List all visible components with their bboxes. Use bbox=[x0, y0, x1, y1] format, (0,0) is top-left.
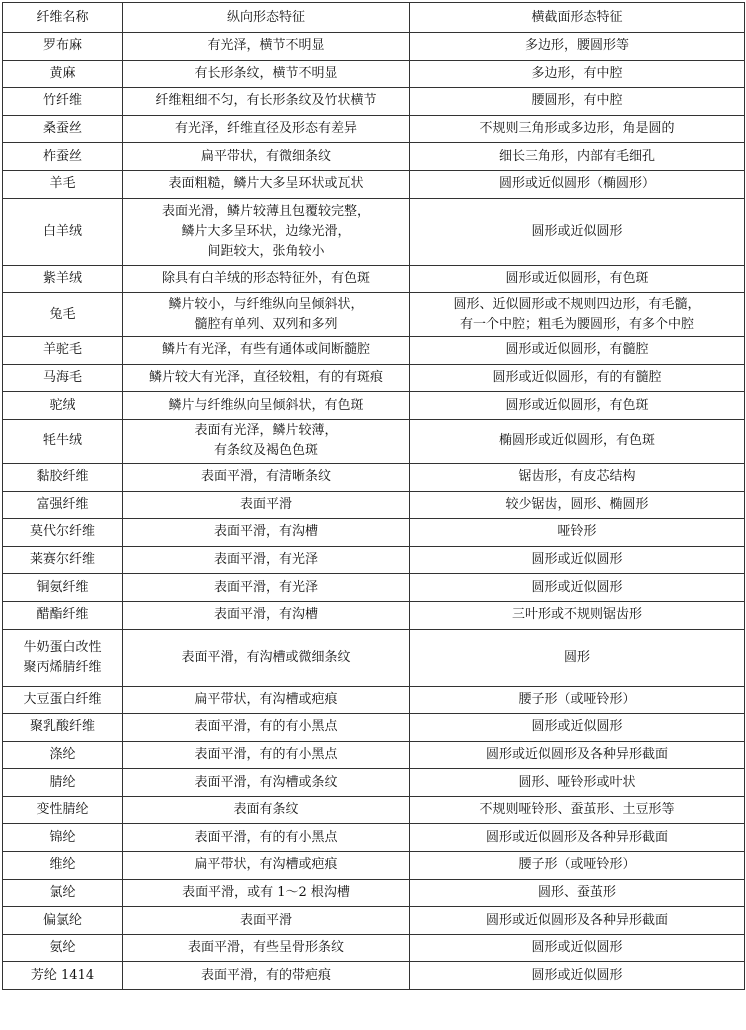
table-row bbox=[3, 546, 745, 574]
cross-section-feature-text: 圆形、近似圆形或不规则四边形，有毛髓， 有一个中腔；粗毛为腰圆形，有多个中腔 bbox=[453, 296, 701, 332]
table-row bbox=[3, 198, 745, 265]
fiber-name-cell bbox=[3, 574, 123, 602]
cross-section-feature-cell bbox=[410, 546, 745, 574]
longitudinal-feature-text: 扁平带状，有沟槽或疤痕 bbox=[194, 691, 338, 707]
cross-section-feature-cell bbox=[410, 852, 745, 880]
cross-section-feature-cell bbox=[410, 463, 745, 491]
longitudinal-feature-cell bbox=[123, 769, 410, 797]
longitudinal-feature-text: 表面平滑，有的有小黑点 bbox=[194, 719, 338, 735]
longitudinal-feature-text: 表面平滑，有的有小黑点 bbox=[194, 829, 338, 845]
fiber-name-cell bbox=[3, 962, 123, 990]
cross-section-feature-cell bbox=[410, 88, 745, 116]
longitudinal-feature-cell bbox=[123, 392, 410, 420]
fiber-name-cell bbox=[3, 293, 123, 337]
cross-section-feature-cell bbox=[410, 879, 745, 907]
cross-section-feature-text: 圆形或近似圆形，有髓腔 bbox=[505, 342, 649, 358]
longitudinal-feature-cell bbox=[123, 629, 410, 686]
longitudinal-feature-text: 表面有光泽，鳞片较薄， 有条纹及褐色色斑 bbox=[194, 423, 338, 459]
fiber-name-cell bbox=[3, 824, 123, 852]
fiber-name-text: 变性腈纶 bbox=[36, 802, 89, 818]
fiber-name-cell bbox=[3, 198, 123, 265]
cross-section-feature-cell bbox=[410, 115, 745, 143]
table-row bbox=[3, 574, 745, 602]
longitudinal-feature-cell bbox=[123, 337, 410, 365]
fiber-name-text: 竹纤维 bbox=[42, 93, 82, 109]
longitudinal-feature-text: 表面平滑，有光泽 bbox=[213, 552, 318, 568]
cross-section-feature-text: 多边形，腰圆形等 bbox=[524, 38, 629, 54]
fiber-name-cell bbox=[3, 769, 123, 797]
table-row bbox=[3, 741, 745, 769]
fiber-name-text: 羊毛 bbox=[49, 176, 76, 192]
fiber-name-cell bbox=[3, 88, 123, 116]
longitudinal-feature-cell bbox=[123, 824, 410, 852]
cross-section-feature-text: 圆形 bbox=[563, 649, 590, 665]
cross-section-feature-text: 较少锯齿，圆形、椭圆形 bbox=[505, 496, 649, 512]
cross-section-feature-text: 圆形或近似圆形 bbox=[531, 223, 623, 239]
table-row bbox=[3, 796, 745, 824]
header-cross-section: 横截面形态特征 bbox=[410, 3, 745, 33]
fiber-name-text: 桑蚕丝 bbox=[42, 121, 82, 137]
cross-section-feature-cell bbox=[410, 491, 745, 519]
table-row bbox=[3, 33, 745, 61]
longitudinal-feature-text: 扁平带状，有微细条纹 bbox=[200, 148, 331, 164]
cross-section-feature-text: 圆形或近似圆形（椭圆形） bbox=[498, 176, 655, 192]
cross-section-feature-cell bbox=[410, 364, 745, 392]
longitudinal-feature-text: 有光泽，横节不明显 bbox=[207, 38, 325, 54]
longitudinal-feature-cell bbox=[123, 198, 410, 265]
table-row bbox=[3, 907, 745, 935]
longitudinal-feature-cell bbox=[123, 519, 410, 547]
table-row bbox=[3, 519, 745, 547]
fiber-name-text: 大豆蛋白纤维 bbox=[23, 691, 102, 707]
cross-section-feature-cell bbox=[410, 419, 745, 463]
longitudinal-feature-cell bbox=[123, 265, 410, 293]
table-row bbox=[3, 879, 745, 907]
cross-section-feature-text: 锯齿形，有皮芯结构 bbox=[518, 469, 636, 485]
cross-section-feature-text: 细长三角形，内部有毛细孔 bbox=[498, 148, 655, 164]
longitudinal-feature-text: 表面粗糙，鳞片大多呈环状或瓦状 bbox=[168, 176, 364, 192]
fiber-name-text: 驼绒 bbox=[49, 397, 76, 413]
cross-section-feature-text: 圆形或近似圆形 bbox=[531, 967, 623, 983]
fiber-name-cell bbox=[3, 519, 123, 547]
table-row bbox=[3, 364, 745, 392]
cross-section-feature-text: 不规则三角形或多边形，角是圆的 bbox=[479, 121, 675, 137]
cross-section-feature-text: 圆形、哑铃形或叶状 bbox=[518, 774, 636, 790]
longitudinal-feature-cell bbox=[123, 170, 410, 198]
fiber-name-cell bbox=[3, 714, 123, 742]
fiber-name-cell bbox=[3, 60, 123, 88]
cross-section-feature-text: 圆形或近似圆形，有色斑 bbox=[505, 397, 649, 413]
longitudinal-feature-text: 鳞片较大有光泽，直径较粗，有的有斑痕 bbox=[148, 370, 383, 386]
cross-section-feature-cell bbox=[410, 741, 745, 769]
fiber-name-text: 羊驼毛 bbox=[42, 342, 82, 358]
cross-section-feature-text: 圆形、蚕茧形 bbox=[537, 884, 616, 900]
cross-section-feature-text: 腰子形（或哑铃形） bbox=[518, 691, 636, 707]
table-row bbox=[3, 60, 745, 88]
fiber-name-cell bbox=[3, 143, 123, 171]
longitudinal-feature-cell bbox=[123, 463, 410, 491]
longitudinal-feature-text: 纤维粗细不匀，有长形条纹及竹状横节 bbox=[155, 93, 377, 109]
cross-section-feature-cell bbox=[410, 574, 745, 602]
table-row bbox=[3, 714, 745, 742]
fiber-name-cell bbox=[3, 265, 123, 293]
fiber-name-cell bbox=[3, 33, 123, 61]
longitudinal-feature-text: 表面平滑，有沟槽或条纹 bbox=[194, 774, 338, 790]
table-row bbox=[3, 601, 745, 629]
fiber-morphology-table bbox=[2, 2, 745, 990]
cross-section-feature-cell bbox=[410, 796, 745, 824]
cross-section-feature-cell bbox=[410, 337, 745, 365]
longitudinal-feature-cell bbox=[123, 962, 410, 990]
cross-section-feature-cell bbox=[410, 170, 745, 198]
cross-section-feature-cell bbox=[410, 198, 745, 265]
fiber-name-text: 芳纶 1414 bbox=[30, 967, 95, 983]
longitudinal-feature-cell bbox=[123, 60, 410, 88]
longitudinal-feature-text: 表面平滑，有清晰条纹 bbox=[200, 469, 331, 485]
cross-section-feature-text: 圆形或近似圆形，有的有髓腔 bbox=[492, 370, 662, 386]
fiber-name-text: 富强纤维 bbox=[36, 496, 89, 512]
fiber-name-cell bbox=[3, 115, 123, 143]
fiber-name-text: 牛奶蛋白改性 聚丙烯腈纤维 bbox=[23, 639, 102, 675]
longitudinal-feature-cell bbox=[123, 364, 410, 392]
fiber-name-text: 涤纶 bbox=[49, 746, 76, 762]
cross-section-feature-cell bbox=[410, 60, 745, 88]
fiber-name-text: 氯纶 bbox=[49, 884, 76, 900]
cross-section-feature-cell bbox=[410, 907, 745, 935]
fiber-name-cell bbox=[3, 364, 123, 392]
longitudinal-feature-text: 扁平带状，有沟槽或疤痕 bbox=[194, 857, 338, 873]
table-row bbox=[3, 143, 745, 171]
longitudinal-feature-cell bbox=[123, 115, 410, 143]
longitudinal-feature-text: 表面平滑，有的带疤痕 bbox=[200, 967, 331, 983]
cross-section-feature-text: 圆形或近似圆形 bbox=[531, 719, 623, 735]
fiber-name-cell bbox=[3, 852, 123, 880]
table-row bbox=[3, 392, 745, 420]
fiber-name-cell bbox=[3, 491, 123, 519]
longitudinal-feature-text: 表面平滑 bbox=[239, 496, 292, 512]
fiber-name-text: 维纶 bbox=[49, 857, 76, 873]
longitudinal-feature-cell bbox=[123, 419, 410, 463]
cross-section-feature-cell bbox=[410, 824, 745, 852]
fiber-name-cell bbox=[3, 741, 123, 769]
longitudinal-feature-text: 鳞片有光泽，有些有通体或间断髓腔 bbox=[161, 342, 370, 358]
header-row bbox=[3, 3, 745, 33]
fiber-name-text: 黄麻 bbox=[49, 65, 76, 81]
fiber-name-text: 莱赛尔纤维 bbox=[29, 552, 95, 568]
longitudinal-feature-text: 表面平滑，或有 1～2 根沟槽 bbox=[182, 884, 350, 900]
longitudinal-feature-text: 表面平滑，有沟槽 bbox=[213, 524, 318, 540]
fiber-name-cell bbox=[3, 463, 123, 491]
fiber-name-cell bbox=[3, 392, 123, 420]
longitudinal-feature-cell bbox=[123, 574, 410, 602]
header-fiber-name: 纤维名称 bbox=[3, 3, 123, 33]
fiber-name-text: 莫代尔纤维 bbox=[29, 524, 95, 540]
cross-section-feature-text: 圆形或近似圆形 bbox=[531, 940, 623, 956]
cross-section-feature-text: 多边形，有中腔 bbox=[531, 65, 623, 81]
table-row bbox=[3, 629, 745, 686]
cross-section-feature-cell bbox=[410, 769, 745, 797]
fiber-name-text: 偏氯纶 bbox=[42, 912, 82, 928]
longitudinal-feature-text: 表面平滑，有沟槽或微细条纹 bbox=[181, 649, 351, 665]
fiber-name-cell bbox=[3, 170, 123, 198]
table-row bbox=[3, 769, 745, 797]
fiber-name-cell bbox=[3, 601, 123, 629]
longitudinal-feature-text: 表面平滑 bbox=[239, 912, 292, 928]
fiber-name-text: 醋酯纤维 bbox=[36, 607, 89, 623]
cross-section-feature-cell bbox=[410, 629, 745, 686]
cross-section-feature-cell bbox=[410, 686, 745, 714]
fiber-name-text: 兔毛 bbox=[49, 306, 76, 322]
cross-section-feature-text: 三叶形或不规则锯齿形 bbox=[511, 607, 642, 623]
fiber-name-text: 锦纶 bbox=[49, 829, 76, 845]
cross-section-feature-text: 腰子形（或哑铃形） bbox=[518, 857, 636, 873]
fiber-name-cell bbox=[3, 796, 123, 824]
cross-section-feature-cell bbox=[410, 33, 745, 61]
cross-section-feature-cell bbox=[410, 934, 745, 962]
fiber-name-cell bbox=[3, 546, 123, 574]
header-longitudinal: 纵向形态特征 bbox=[123, 3, 410, 33]
table-row bbox=[3, 686, 745, 714]
longitudinal-feature-text: 表面平滑，有些呈骨形条纹 bbox=[187, 940, 344, 956]
table-row bbox=[3, 852, 745, 880]
fiber-name-text: 柞蚕丝 bbox=[42, 148, 82, 164]
fiber-name-cell bbox=[3, 907, 123, 935]
fiber-name-text: 白羊绒 bbox=[42, 223, 82, 239]
fiber-name-text: 罗布麻 bbox=[42, 38, 82, 54]
fiber-name-cell bbox=[3, 686, 123, 714]
longitudinal-feature-text: 表面平滑，有的有小黑点 bbox=[194, 746, 338, 762]
longitudinal-feature-cell bbox=[123, 741, 410, 769]
longitudinal-feature-cell bbox=[123, 714, 410, 742]
fiber-name-text: 聚乳酸纤维 bbox=[29, 719, 95, 735]
cross-section-feature-cell bbox=[410, 265, 745, 293]
longitudinal-feature-cell bbox=[123, 686, 410, 714]
cross-section-feature-cell bbox=[410, 519, 745, 547]
longitudinal-feature-text: 表面平滑，有光泽 bbox=[213, 579, 318, 595]
cross-section-feature-text: 圆形或近似圆形，有色斑 bbox=[505, 270, 649, 286]
longitudinal-feature-text: 表面有条纹 bbox=[233, 802, 299, 818]
cross-section-feature-cell bbox=[410, 962, 745, 990]
table-row bbox=[3, 293, 745, 337]
cross-section-feature-cell bbox=[410, 392, 745, 420]
cross-section-feature-text: 椭圆形或近似圆形，有色斑 bbox=[498, 433, 655, 449]
longitudinal-feature-cell bbox=[123, 879, 410, 907]
cross-section-feature-text: 圆形或近似圆形及各种异形截面 bbox=[485, 829, 668, 845]
fiber-name-cell bbox=[3, 337, 123, 365]
fiber-name-text: 马海毛 bbox=[42, 370, 82, 386]
cross-section-feature-text: 腰圆形，有中腔 bbox=[531, 93, 623, 109]
cross-section-feature-text: 圆形或近似圆形及各种异形截面 bbox=[485, 746, 668, 762]
fiber-name-text: 腈纶 bbox=[49, 774, 76, 790]
table-row bbox=[3, 265, 745, 293]
longitudinal-feature-text: 表面光滑，鳞片较薄且包覆较完整， 鳞片大多呈环状，边缘光滑， 间距较大，张角较小 bbox=[161, 203, 370, 259]
longitudinal-feature-text: 除具有白羊绒的形态特征外，有色斑 bbox=[161, 270, 370, 286]
fiber-name-cell bbox=[3, 879, 123, 907]
table-row bbox=[3, 115, 745, 143]
table-row bbox=[3, 934, 745, 962]
cross-section-feature-text: 不规则哑铃形、蚕茧形、土豆形等 bbox=[479, 802, 675, 818]
table-row bbox=[3, 962, 745, 990]
cross-section-feature-text: 圆形或近似圆形及各种异形截面 bbox=[485, 912, 668, 928]
fiber-name-cell bbox=[3, 419, 123, 463]
longitudinal-feature-text: 鳞片与纤维纵向呈倾斜状，有色斑 bbox=[168, 397, 364, 413]
fiber-name-text: 黏胶纤维 bbox=[36, 469, 89, 485]
fiber-name-text: 紫羊绒 bbox=[42, 270, 82, 286]
longitudinal-feature-cell bbox=[123, 796, 410, 824]
longitudinal-feature-cell bbox=[123, 33, 410, 61]
longitudinal-feature-cell bbox=[123, 143, 410, 171]
longitudinal-feature-cell bbox=[123, 88, 410, 116]
fiber-name-text: 铜氨纤维 bbox=[36, 579, 89, 595]
longitudinal-feature-text: 鳞片较小，与纤维纵向呈倾斜状， 髓腔有单列、双列和多列 bbox=[168, 296, 364, 332]
longitudinal-feature-cell bbox=[123, 546, 410, 574]
longitudinal-feature-cell bbox=[123, 852, 410, 880]
cross-section-feature-cell bbox=[410, 143, 745, 171]
table-row bbox=[3, 463, 745, 491]
longitudinal-feature-cell bbox=[123, 491, 410, 519]
cross-section-feature-text: 圆形或近似圆形 bbox=[531, 579, 623, 595]
longitudinal-feature-text: 表面平滑，有沟槽 bbox=[213, 607, 318, 623]
fiber-name-cell bbox=[3, 934, 123, 962]
table-row bbox=[3, 824, 745, 852]
longitudinal-feature-cell bbox=[123, 907, 410, 935]
table-row bbox=[3, 337, 745, 365]
cross-section-feature-text: 圆形或近似圆形 bbox=[531, 552, 623, 568]
fiber-name-text: 氨纶 bbox=[49, 940, 76, 956]
cross-section-feature-cell bbox=[410, 293, 745, 337]
table-row bbox=[3, 88, 745, 116]
longitudinal-feature-text: 有长形条纹，横节不明显 bbox=[194, 65, 338, 81]
fiber-name-text: 牦牛绒 bbox=[42, 433, 82, 449]
table-row bbox=[3, 491, 745, 519]
cross-section-feature-cell bbox=[410, 714, 745, 742]
cross-section-feature-text: 哑铃形 bbox=[557, 524, 597, 540]
longitudinal-feature-cell bbox=[123, 601, 410, 629]
table-row bbox=[3, 170, 745, 198]
table-row bbox=[3, 419, 745, 463]
fiber-name-cell bbox=[3, 629, 123, 686]
longitudinal-feature-cell bbox=[123, 934, 410, 962]
cross-section-feature-cell bbox=[410, 601, 745, 629]
longitudinal-feature-text: 有光泽，纤维直径及形态有差异 bbox=[174, 121, 357, 137]
longitudinal-feature-cell bbox=[123, 293, 410, 337]
